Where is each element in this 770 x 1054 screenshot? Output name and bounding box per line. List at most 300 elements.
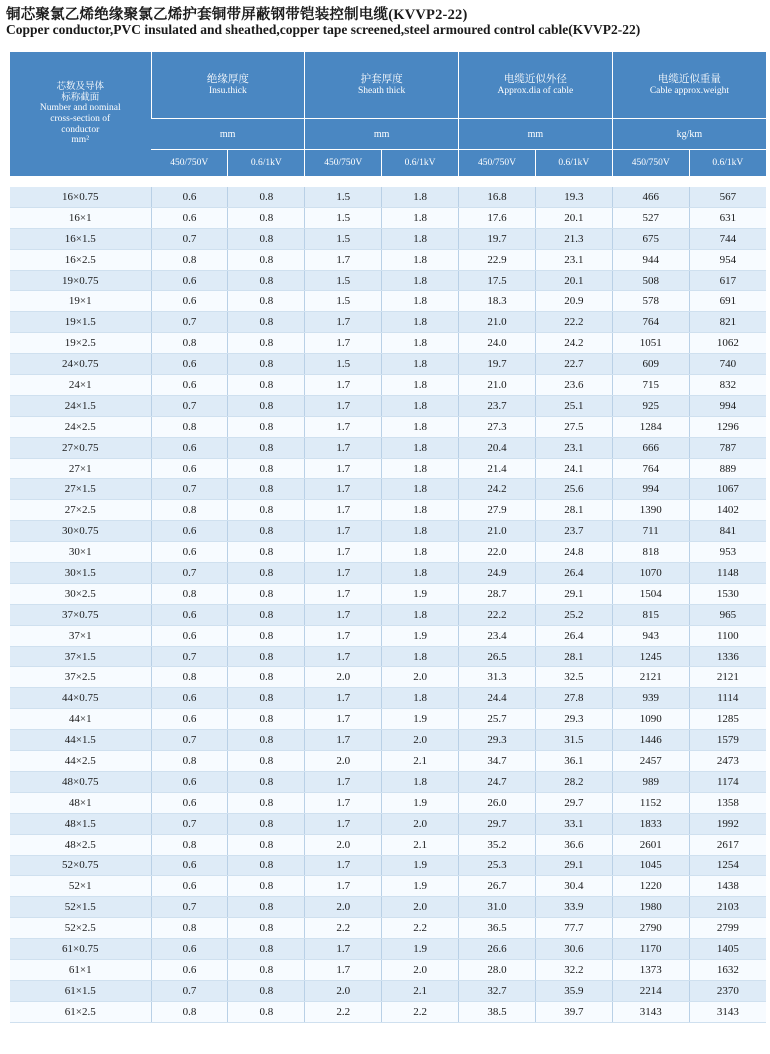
cell-insulation-0-6-1kv: 0.8 xyxy=(228,437,305,458)
voltage-0-6-1kv: 0.6/1kV xyxy=(689,150,766,177)
cell-diameter-450-750v: 27.3 xyxy=(459,416,536,437)
cell-sheath-450-750v: 1.7 xyxy=(305,479,382,500)
cell-insulation-0-6-1kv: 0.8 xyxy=(228,500,305,521)
cell-conductor-spec: 37×1 xyxy=(10,625,151,646)
cell-sheath-450-750v: 1.5 xyxy=(305,187,382,207)
cell-insulation-0-6-1kv: 0.8 xyxy=(228,959,305,980)
cell-sheath-450-750v: 1.5 xyxy=(305,270,382,291)
cell-diameter-0-6-1kv: 30.6 xyxy=(535,939,612,960)
cell-diameter-0-6-1kv: 23.6 xyxy=(535,375,612,396)
cell-conductor-spec: 24×1 xyxy=(10,375,151,396)
cell-sheath-450-750v: 1.7 xyxy=(305,500,382,521)
cell-sheath-450-750v: 1.5 xyxy=(305,207,382,228)
cell-sheath-450-750v: 1.7 xyxy=(305,375,382,396)
cell-insulation-0-6-1kv: 0.8 xyxy=(228,187,305,207)
cell-insulation-450-750v: 0.7 xyxy=(151,813,228,834)
header-conductor-spec xyxy=(10,52,151,177)
cell-diameter-0-6-1kv: 35.9 xyxy=(535,980,612,1001)
cell-sheath-450-750v: 1.7 xyxy=(305,813,382,834)
cell-weight-0-6-1kv: 994 xyxy=(689,395,766,416)
cell-weight-450-750v: 925 xyxy=(612,395,689,416)
table-row xyxy=(10,270,766,291)
table-row xyxy=(10,437,766,458)
cell-insulation-450-750v: 0.6 xyxy=(151,187,228,207)
cell-weight-450-750v: 711 xyxy=(612,521,689,542)
cell-diameter-450-750v: 32.7 xyxy=(459,980,536,1001)
table-row xyxy=(10,228,766,249)
cell-weight-450-750v: 1390 xyxy=(612,500,689,521)
cell-diameter-0-6-1kv: 25.2 xyxy=(535,604,612,625)
table-row xyxy=(10,855,766,876)
cell-diameter-0-6-1kv: 23.1 xyxy=(535,249,612,270)
cell-insulation-0-6-1kv: 0.8 xyxy=(228,876,305,897)
cell-sheath-450-750v: 1.7 xyxy=(305,959,382,980)
table-row xyxy=(10,542,766,563)
cell-diameter-0-6-1kv: 28.2 xyxy=(535,771,612,792)
cell-sheath-0-6-1kv: 1.8 xyxy=(382,333,459,354)
cell-diameter-0-6-1kv: 20.1 xyxy=(535,270,612,291)
cell-diameter-0-6-1kv: 24.8 xyxy=(535,542,612,563)
cell-weight-450-750v: 675 xyxy=(612,228,689,249)
cell-sheath-0-6-1kv: 2.0 xyxy=(382,667,459,688)
cell-insulation-450-750v: 0.6 xyxy=(151,437,228,458)
header-label-cn: 绝缘厚度 xyxy=(206,73,249,85)
cell-weight-450-750v: 994 xyxy=(612,479,689,500)
cell-insulation-0-6-1kv: 0.8 xyxy=(228,416,305,437)
cell-insulation-0-6-1kv: 0.8 xyxy=(228,771,305,792)
cell-conductor-spec: 61×1.5 xyxy=(10,980,151,1001)
cell-sheath-0-6-1kv: 1.8 xyxy=(382,479,459,500)
cell-weight-0-6-1kv: 1992 xyxy=(689,813,766,834)
cell-weight-450-750v: 609 xyxy=(612,354,689,375)
cell-weight-0-6-1kv: 1438 xyxy=(689,876,766,897)
table-row xyxy=(10,813,766,834)
header-label-en: Approx.dia of cable xyxy=(497,85,574,96)
cell-insulation-450-750v: 0.6 xyxy=(151,207,228,228)
table-row xyxy=(10,500,766,521)
cell-sheath-450-750v: 1.7 xyxy=(305,416,382,437)
cell-diameter-0-6-1kv: 32.5 xyxy=(535,667,612,688)
header-sheath-thickness xyxy=(305,52,459,119)
cell-insulation-0-6-1kv: 0.8 xyxy=(228,751,305,772)
cell-sheath-0-6-1kv: 1.9 xyxy=(382,709,459,730)
cell-sheath-450-750v: 1.5 xyxy=(305,354,382,375)
cell-diameter-0-6-1kv: 21.3 xyxy=(535,228,612,249)
cell-sheath-450-750v: 1.7 xyxy=(305,771,382,792)
cell-sheath-0-6-1kv: 1.8 xyxy=(382,291,459,312)
header-conductor-cn-2: 标称截面 xyxy=(61,92,100,103)
cell-conductor-spec: 19×2.5 xyxy=(10,333,151,354)
cell-weight-450-750v: 2790 xyxy=(612,918,689,939)
cell-weight-450-750v: 466 xyxy=(612,187,689,207)
table-row xyxy=(10,458,766,479)
voltage-450-750v: 450/750V xyxy=(305,150,382,177)
cell-weight-450-750v: 939 xyxy=(612,688,689,709)
cell-weight-0-6-1kv: 3143 xyxy=(689,1001,766,1022)
cell-weight-450-750v: 1051 xyxy=(612,333,689,354)
cell-sheath-0-6-1kv: 2.2 xyxy=(382,918,459,939)
table-row xyxy=(10,792,766,813)
cell-conductor-spec: 30×0.75 xyxy=(10,521,151,542)
cell-conductor-spec: 48×2.5 xyxy=(10,834,151,855)
header-label-cn: 电缆近似重量 xyxy=(657,73,721,85)
cell-conductor-spec: 52×2.5 xyxy=(10,918,151,939)
cell-conductor-spec: 16×1.5 xyxy=(10,228,151,249)
cell-weight-0-6-1kv: 1100 xyxy=(689,625,766,646)
cell-diameter-0-6-1kv: 23.7 xyxy=(535,521,612,542)
cell-insulation-450-750v: 0.8 xyxy=(151,918,228,939)
cell-sheath-450-750v: 1.7 xyxy=(305,583,382,604)
cell-sheath-450-750v: 1.7 xyxy=(305,563,382,584)
cell-weight-0-6-1kv: 567 xyxy=(689,187,766,207)
cell-conductor-spec: 37×0.75 xyxy=(10,604,151,625)
unit-diameter: mm xyxy=(459,119,613,150)
cell-sheath-0-6-1kv: 1.8 xyxy=(382,542,459,563)
cell-insulation-450-750v: 0.7 xyxy=(151,563,228,584)
cell-sheath-0-6-1kv: 2.0 xyxy=(382,897,459,918)
cell-sheath-0-6-1kv: 1.8 xyxy=(382,270,459,291)
cell-weight-0-6-1kv: 965 xyxy=(689,604,766,625)
voltage-0-6-1kv: 0.6/1kV xyxy=(382,150,459,177)
cell-sheath-450-750v: 1.7 xyxy=(305,688,382,709)
cell-insulation-0-6-1kv: 0.8 xyxy=(228,521,305,542)
cell-insulation-0-6-1kv: 0.8 xyxy=(228,270,305,291)
cell-insulation-450-750v: 0.6 xyxy=(151,876,228,897)
cell-insulation-450-750v: 0.6 xyxy=(151,625,228,646)
cell-conductor-spec: 44×1 xyxy=(10,709,151,730)
cell-diameter-0-6-1kv: 29.7 xyxy=(535,792,612,813)
cell-diameter-450-750v: 34.7 xyxy=(459,751,536,772)
cell-insulation-0-6-1kv: 0.8 xyxy=(228,583,305,604)
cell-insulation-450-750v: 0.8 xyxy=(151,667,228,688)
cell-conductor-spec: 24×1.5 xyxy=(10,395,151,416)
cell-diameter-450-750v: 36.5 xyxy=(459,918,536,939)
cell-sheath-0-6-1kv: 1.8 xyxy=(382,604,459,625)
cell-weight-450-750v: 508 xyxy=(612,270,689,291)
cell-weight-0-6-1kv: 954 xyxy=(689,249,766,270)
cell-diameter-450-750v: 35.2 xyxy=(459,834,536,855)
cell-sheath-0-6-1kv: 1.9 xyxy=(382,625,459,646)
table-row xyxy=(10,395,766,416)
header-label-en: Insu.thick xyxy=(209,85,247,96)
cell-insulation-0-6-1kv: 0.8 xyxy=(228,939,305,960)
cell-conductor-spec: 30×2.5 xyxy=(10,583,151,604)
cell-weight-0-6-1kv: 1067 xyxy=(689,479,766,500)
cell-weight-450-750v: 527 xyxy=(612,207,689,228)
table-row xyxy=(10,771,766,792)
cell-conductor-spec: 30×1 xyxy=(10,542,151,563)
cell-weight-0-6-1kv: 953 xyxy=(689,542,766,563)
cell-insulation-450-750v: 0.6 xyxy=(151,521,228,542)
cell-diameter-450-750v: 17.5 xyxy=(459,270,536,291)
table-row xyxy=(10,646,766,667)
cell-sheath-450-750v: 1.7 xyxy=(305,939,382,960)
cell-diameter-450-750v: 17.6 xyxy=(459,207,536,228)
cell-insulation-450-750v: 0.7 xyxy=(151,730,228,751)
cell-sheath-0-6-1kv: 1.8 xyxy=(382,312,459,333)
cell-weight-0-6-1kv: 2121 xyxy=(689,667,766,688)
cell-diameter-0-6-1kv: 22.7 xyxy=(535,354,612,375)
cell-weight-450-750v: 3143 xyxy=(612,1001,689,1022)
table-row xyxy=(10,312,766,333)
cell-insulation-0-6-1kv: 0.8 xyxy=(228,375,305,396)
cell-conductor-spec: 52×0.75 xyxy=(10,855,151,876)
cell-weight-0-6-1kv: 617 xyxy=(689,270,766,291)
table-row xyxy=(10,918,766,939)
cell-insulation-450-750v: 0.7 xyxy=(151,479,228,500)
cell-sheath-0-6-1kv: 1.8 xyxy=(382,563,459,584)
cell-sheath-0-6-1kv: 1.9 xyxy=(382,855,459,876)
cell-insulation-450-750v: 0.6 xyxy=(151,939,228,960)
header-conductor-en-2: cross-section of xyxy=(50,114,111,124)
cell-diameter-0-6-1kv: 33.9 xyxy=(535,897,612,918)
cell-insulation-0-6-1kv: 0.8 xyxy=(228,730,305,751)
cell-weight-450-750v: 1245 xyxy=(612,646,689,667)
cell-diameter-450-750v: 22.9 xyxy=(459,249,536,270)
header-label-en: Sheath thick xyxy=(358,85,406,96)
table-row xyxy=(10,249,766,270)
cell-weight-0-6-1kv: 691 xyxy=(689,291,766,312)
cell-diameter-0-6-1kv: 36.1 xyxy=(535,751,612,772)
table-row xyxy=(10,479,766,500)
cell-diameter-0-6-1kv: 20.9 xyxy=(535,291,612,312)
cell-weight-450-750v: 2457 xyxy=(612,751,689,772)
cell-sheath-450-750v: 1.7 xyxy=(305,312,382,333)
cell-diameter-450-750v: 26.6 xyxy=(459,939,536,960)
table-row xyxy=(10,730,766,751)
cell-diameter-450-750v: 25.3 xyxy=(459,855,536,876)
table-body xyxy=(10,177,766,1023)
cell-insulation-0-6-1kv: 0.8 xyxy=(228,249,305,270)
cell-weight-0-6-1kv: 841 xyxy=(689,521,766,542)
cell-diameter-0-6-1kv: 77.7 xyxy=(535,918,612,939)
cell-weight-0-6-1kv: 2370 xyxy=(689,980,766,1001)
cell-sheath-0-6-1kv: 2.0 xyxy=(382,959,459,980)
cell-sheath-0-6-1kv: 1.9 xyxy=(382,792,459,813)
cell-insulation-0-6-1kv: 0.8 xyxy=(228,625,305,646)
cell-diameter-450-750v: 23.4 xyxy=(459,625,536,646)
document-title-chinese: 铜芯聚氯乙烯绝缘聚氯乙烯护套铜带屏蔽钢带铠装控制电缆(KVVP2-22) xyxy=(6,7,468,23)
cell-weight-0-6-1kv: 1114 xyxy=(689,688,766,709)
header-label-en: Cable approx.weight xyxy=(649,85,729,96)
cell-sheath-0-6-1kv: 2.0 xyxy=(382,730,459,751)
cell-conductor-spec: 27×1 xyxy=(10,458,151,479)
table-header xyxy=(10,52,766,177)
cell-insulation-0-6-1kv: 0.8 xyxy=(228,312,305,333)
cell-weight-450-750v: 1045 xyxy=(612,855,689,876)
cell-diameter-0-6-1kv: 31.5 xyxy=(535,730,612,751)
cell-diameter-0-6-1kv: 23.1 xyxy=(535,437,612,458)
cell-insulation-0-6-1kv: 0.8 xyxy=(228,897,305,918)
cell-sheath-450-750v: 2.0 xyxy=(305,834,382,855)
cell-weight-0-6-1kv: 1254 xyxy=(689,855,766,876)
cell-weight-0-6-1kv: 1530 xyxy=(689,583,766,604)
cell-insulation-450-750v: 0.8 xyxy=(151,500,228,521)
cell-sheath-0-6-1kv: 1.8 xyxy=(382,688,459,709)
cell-insulation-450-750v: 0.6 xyxy=(151,542,228,563)
cell-diameter-0-6-1kv: 25.6 xyxy=(535,479,612,500)
cell-sheath-450-750v: 1.7 xyxy=(305,604,382,625)
cell-sheath-450-750v: 2.0 xyxy=(305,897,382,918)
unit-insulation: mm xyxy=(151,119,305,150)
cell-sheath-450-750v: 1.7 xyxy=(305,458,382,479)
cell-conductor-spec: 37×2.5 xyxy=(10,667,151,688)
cell-sheath-450-750v: 1.7 xyxy=(305,876,382,897)
cell-weight-450-750v: 1980 xyxy=(612,897,689,918)
cell-weight-0-6-1kv: 1579 xyxy=(689,730,766,751)
table-row xyxy=(10,834,766,855)
cell-insulation-450-750v: 0.8 xyxy=(151,1001,228,1022)
cell-sheath-450-750v: 1.7 xyxy=(305,333,382,354)
cell-diameter-0-6-1kv: 24.2 xyxy=(535,333,612,354)
cell-insulation-450-750v: 0.8 xyxy=(151,583,228,604)
cell-insulation-450-750v: 0.6 xyxy=(151,291,228,312)
cell-conductor-spec: 19×0.75 xyxy=(10,270,151,291)
cell-sheath-0-6-1kv: 2.1 xyxy=(382,834,459,855)
cell-sheath-0-6-1kv: 1.8 xyxy=(382,207,459,228)
cell-sheath-0-6-1kv: 1.8 xyxy=(382,416,459,437)
cell-diameter-0-6-1kv: 20.1 xyxy=(535,207,612,228)
cell-conductor-spec: 48×0.75 xyxy=(10,771,151,792)
cell-insulation-450-750v: 0.6 xyxy=(151,375,228,396)
cell-sheath-450-750v: 1.7 xyxy=(305,395,382,416)
cell-weight-0-6-1kv: 1405 xyxy=(689,939,766,960)
cell-weight-450-750v: 944 xyxy=(612,249,689,270)
cell-weight-450-750v: 1284 xyxy=(612,416,689,437)
cell-insulation-450-750v: 0.7 xyxy=(151,980,228,1001)
cell-diameter-450-750v: 18.3 xyxy=(459,291,536,312)
cell-sheath-450-750v: 1.7 xyxy=(305,646,382,667)
cell-sheath-0-6-1kv: 1.9 xyxy=(382,876,459,897)
cell-sheath-0-6-1kv: 1.8 xyxy=(382,500,459,521)
cell-sheath-450-750v: 1.7 xyxy=(305,855,382,876)
cell-sheath-0-6-1kv: 1.8 xyxy=(382,771,459,792)
cell-diameter-0-6-1kv: 39.7 xyxy=(535,1001,612,1022)
cell-sheath-450-750v: 1.7 xyxy=(305,521,382,542)
cell-sheath-0-6-1kv: 1.9 xyxy=(382,583,459,604)
cell-weight-0-6-1kv: 1148 xyxy=(689,563,766,584)
cell-insulation-0-6-1kv: 0.8 xyxy=(228,542,305,563)
table-row xyxy=(10,939,766,960)
cell-diameter-0-6-1kv: 26.4 xyxy=(535,625,612,646)
cell-insulation-0-6-1kv: 0.8 xyxy=(228,207,305,228)
header-conductor-en-3: conductor xyxy=(61,124,100,135)
cell-insulation-450-750v: 0.6 xyxy=(151,959,228,980)
cell-weight-0-6-1kv: 1402 xyxy=(689,500,766,521)
cell-insulation-0-6-1kv: 0.8 xyxy=(228,792,305,813)
cell-diameter-0-6-1kv: 27.8 xyxy=(535,688,612,709)
cell-diameter-450-750v: 19.7 xyxy=(459,354,536,375)
cell-diameter-0-6-1kv: 19.3 xyxy=(535,187,612,207)
cell-conductor-spec: 24×0.75 xyxy=(10,354,151,375)
cell-weight-450-750v: 1070 xyxy=(612,563,689,584)
cell-sheath-450-750v: 1.7 xyxy=(305,730,382,751)
cell-weight-0-6-1kv: 1632 xyxy=(689,959,766,980)
cell-insulation-450-750v: 0.7 xyxy=(151,228,228,249)
cell-diameter-0-6-1kv: 30.4 xyxy=(535,876,612,897)
cell-sheath-450-750v: 2.0 xyxy=(305,980,382,1001)
cell-weight-0-6-1kv: 1358 xyxy=(689,792,766,813)
cell-weight-450-750v: 815 xyxy=(612,604,689,625)
table-row xyxy=(10,583,766,604)
cell-weight-0-6-1kv: 631 xyxy=(689,207,766,228)
cell-sheath-0-6-1kv: 1.8 xyxy=(382,249,459,270)
cell-conductor-spec: 52×1.5 xyxy=(10,897,151,918)
cell-sheath-0-6-1kv: 1.8 xyxy=(382,187,459,207)
cell-sheath-0-6-1kv: 1.9 xyxy=(382,939,459,960)
cell-diameter-450-750v: 21.4 xyxy=(459,458,536,479)
cell-sheath-450-750v: 2.2 xyxy=(305,1001,382,1022)
cell-diameter-450-750v: 21.0 xyxy=(459,312,536,333)
cell-sheath-0-6-1kv: 2.1 xyxy=(382,980,459,1001)
cell-insulation-0-6-1kv: 0.8 xyxy=(228,980,305,1001)
cell-insulation-0-6-1kv: 0.8 xyxy=(228,228,305,249)
cell-insulation-450-750v: 0.8 xyxy=(151,249,228,270)
cell-diameter-450-750v: 25.7 xyxy=(459,709,536,730)
cell-weight-450-750v: 764 xyxy=(612,312,689,333)
cell-insulation-450-750v: 0.6 xyxy=(151,604,228,625)
cell-conductor-spec: 16×1 xyxy=(10,207,151,228)
unit-weight: kg/km xyxy=(612,119,766,150)
cell-diameter-450-750v: 24.0 xyxy=(459,333,536,354)
cell-conductor-spec: 27×0.75 xyxy=(10,437,151,458)
cell-insulation-0-6-1kv: 0.8 xyxy=(228,604,305,625)
cell-insulation-0-6-1kv: 0.8 xyxy=(228,354,305,375)
cell-weight-0-6-1kv: 1062 xyxy=(689,333,766,354)
cell-sheath-450-750v: 2.0 xyxy=(305,751,382,772)
cell-insulation-0-6-1kv: 0.8 xyxy=(228,667,305,688)
cell-insulation-450-750v: 0.7 xyxy=(151,312,228,333)
cell-weight-450-750v: 1373 xyxy=(612,959,689,980)
header-label-cn: 护套厚度 xyxy=(360,73,403,85)
cell-weight-450-750v: 2214 xyxy=(612,980,689,1001)
cell-conductor-spec: 61×2.5 xyxy=(10,1001,151,1022)
cell-conductor-spec: 61×0.75 xyxy=(10,939,151,960)
cell-insulation-450-750v: 0.6 xyxy=(151,709,228,730)
cell-sheath-0-6-1kv: 1.8 xyxy=(382,375,459,396)
cell-conductor-spec: 27×2.5 xyxy=(10,500,151,521)
cell-sheath-0-6-1kv: 2.1 xyxy=(382,751,459,772)
cell-diameter-450-750v: 28.0 xyxy=(459,959,536,980)
cell-conductor-spec: 48×1.5 xyxy=(10,813,151,834)
cell-diameter-0-6-1kv: 29.3 xyxy=(535,709,612,730)
table-row xyxy=(10,354,766,375)
cell-conductor-spec: 30×1.5 xyxy=(10,563,151,584)
cell-weight-450-750v: 2121 xyxy=(612,667,689,688)
cell-insulation-450-750v: 0.6 xyxy=(151,771,228,792)
table-row xyxy=(10,751,766,772)
cell-sheath-0-6-1kv: 1.8 xyxy=(382,458,459,479)
table-row xyxy=(10,416,766,437)
cell-diameter-0-6-1kv: 29.1 xyxy=(535,855,612,876)
table-row xyxy=(10,604,766,625)
cell-weight-0-6-1kv: 832 xyxy=(689,375,766,396)
cell-diameter-0-6-1kv: 36.6 xyxy=(535,834,612,855)
cell-weight-450-750v: 1220 xyxy=(612,876,689,897)
cell-sheath-0-6-1kv: 2.2 xyxy=(382,1001,459,1022)
table-row xyxy=(10,521,766,542)
cell-diameter-450-750v: 29.3 xyxy=(459,730,536,751)
cell-insulation-450-750v: 0.7 xyxy=(151,897,228,918)
cell-diameter-450-750v: 31.3 xyxy=(459,667,536,688)
cell-diameter-0-6-1kv: 29.1 xyxy=(535,583,612,604)
cell-insulation-450-750v: 0.8 xyxy=(151,751,228,772)
header-conductor-en-1: Number and nominal xyxy=(39,103,121,114)
cell-weight-0-6-1kv: 2103 xyxy=(689,897,766,918)
cell-insulation-0-6-1kv: 0.8 xyxy=(228,291,305,312)
cell-weight-0-6-1kv: 1296 xyxy=(689,416,766,437)
cell-weight-0-6-1kv: 740 xyxy=(689,354,766,375)
